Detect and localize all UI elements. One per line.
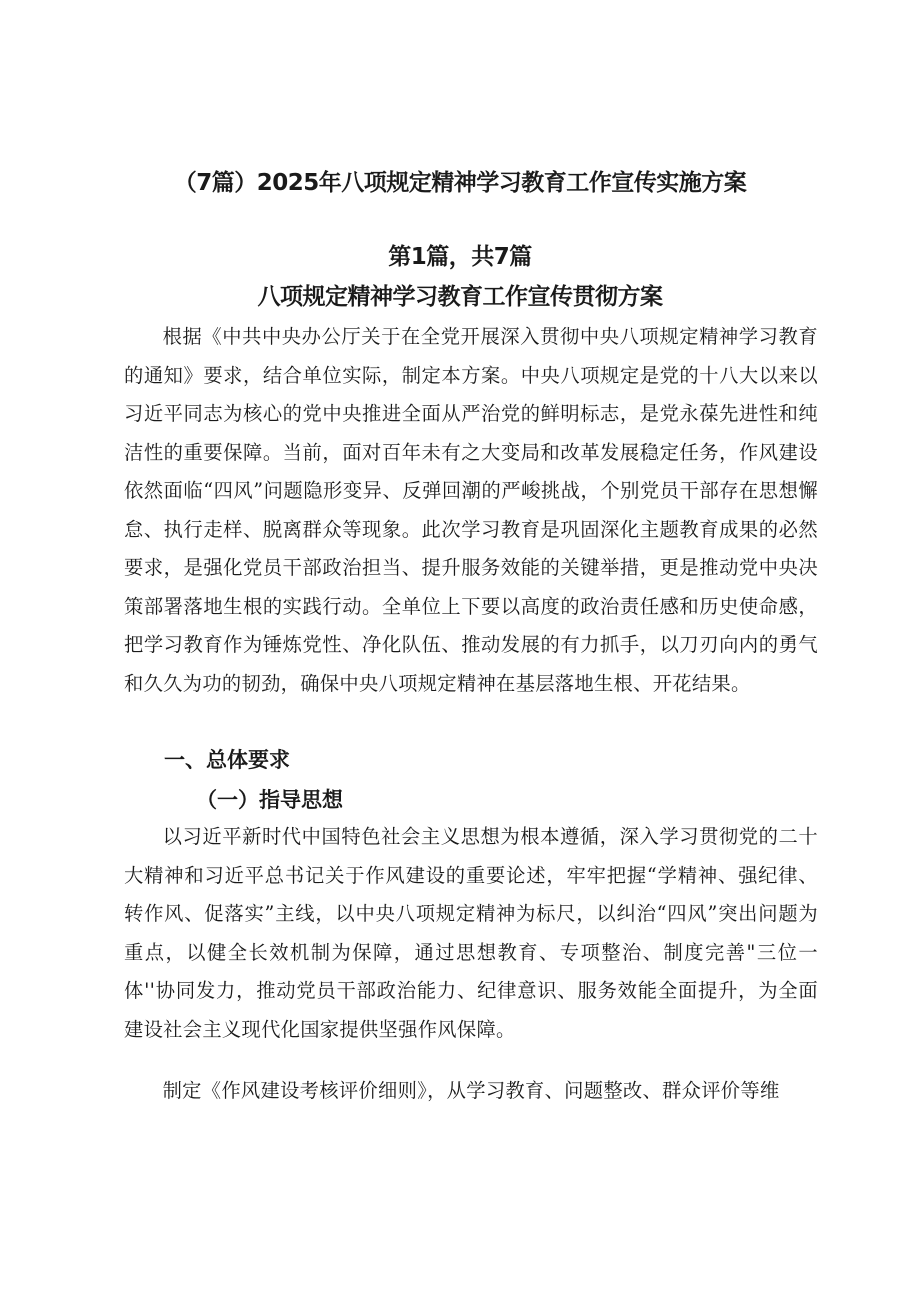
- part-label: 第1篇，共7篇: [388, 244, 532, 270]
- plan-title: 八项规定精神学习教育工作宣传贯彻方案: [257, 284, 663, 310]
- evaluation-paragraph: 制定《作风建设考核评价细则》，从学习教育、问题整改、群众评价等维: [162, 1079, 780, 1102]
- guiding-ideology-paragraph: 以习近平新时代中国特色社会主义思想为根本遵循，深入学习贯彻党的二十大精神和习近平总书记关于作风建设的重要论述，牢牢把握“学精神、强纪律、转作风、促落实”主线，以中央八项规定精神为标尺，以纠治“四风”突出问题为重点，以健全长效机制为保障，通过思想教育、专项整治、制度完善"三位一体''协同发力，推动党员干部政治能力、纪律意识、服务效能全面提升，为全面建设社会主义现代化国家提供坚强作风保障。: [124, 825, 818, 1041]
- section-heading-general-requirements: 一、总体要求: [164, 748, 290, 772]
- sub-heading-guiding-ideology: （一）指导思想: [196, 788, 343, 812]
- intro-paragraph: 根据《中共中央办公厅关于在全党开展深入贯彻中央八项规定精神学习教育的通知》要求，结合单位实际，制定本方案。中央八项规定是党的十八大以来以习近平同志为核心的党中央推进全面从严治党的鲜明标志，是党永葆先进性和纯洁性的重要保障。当前，面对百年未有之大变局和改革发展稳定任务，作风建设依然面临“四风”问题隐形变异、反弹回潮的严峻挑战，个别党员干部存在思想懈怠、执行走样、脱离群众等现象。此次学习教育是巩固深化主题教育成果的必然要求，是强化党员干部政治担当、提升服务效能的关键举措，更是推动党中央决策部署落地生根的实践行动。全单位上下要以高度的政治责任感和历史使命感，把学习教育作为锤炼党性、净化队伍、推动发展的有力抓手，以刀刃向内的勇气和久久为功的韧劲，确保中央八项规定精神在基层落地生根、开花结果。: [124, 325, 818, 695]
- document-title: （7篇）2025年八项规定精神学习教育工作宣传实施方案: [173, 170, 747, 196]
